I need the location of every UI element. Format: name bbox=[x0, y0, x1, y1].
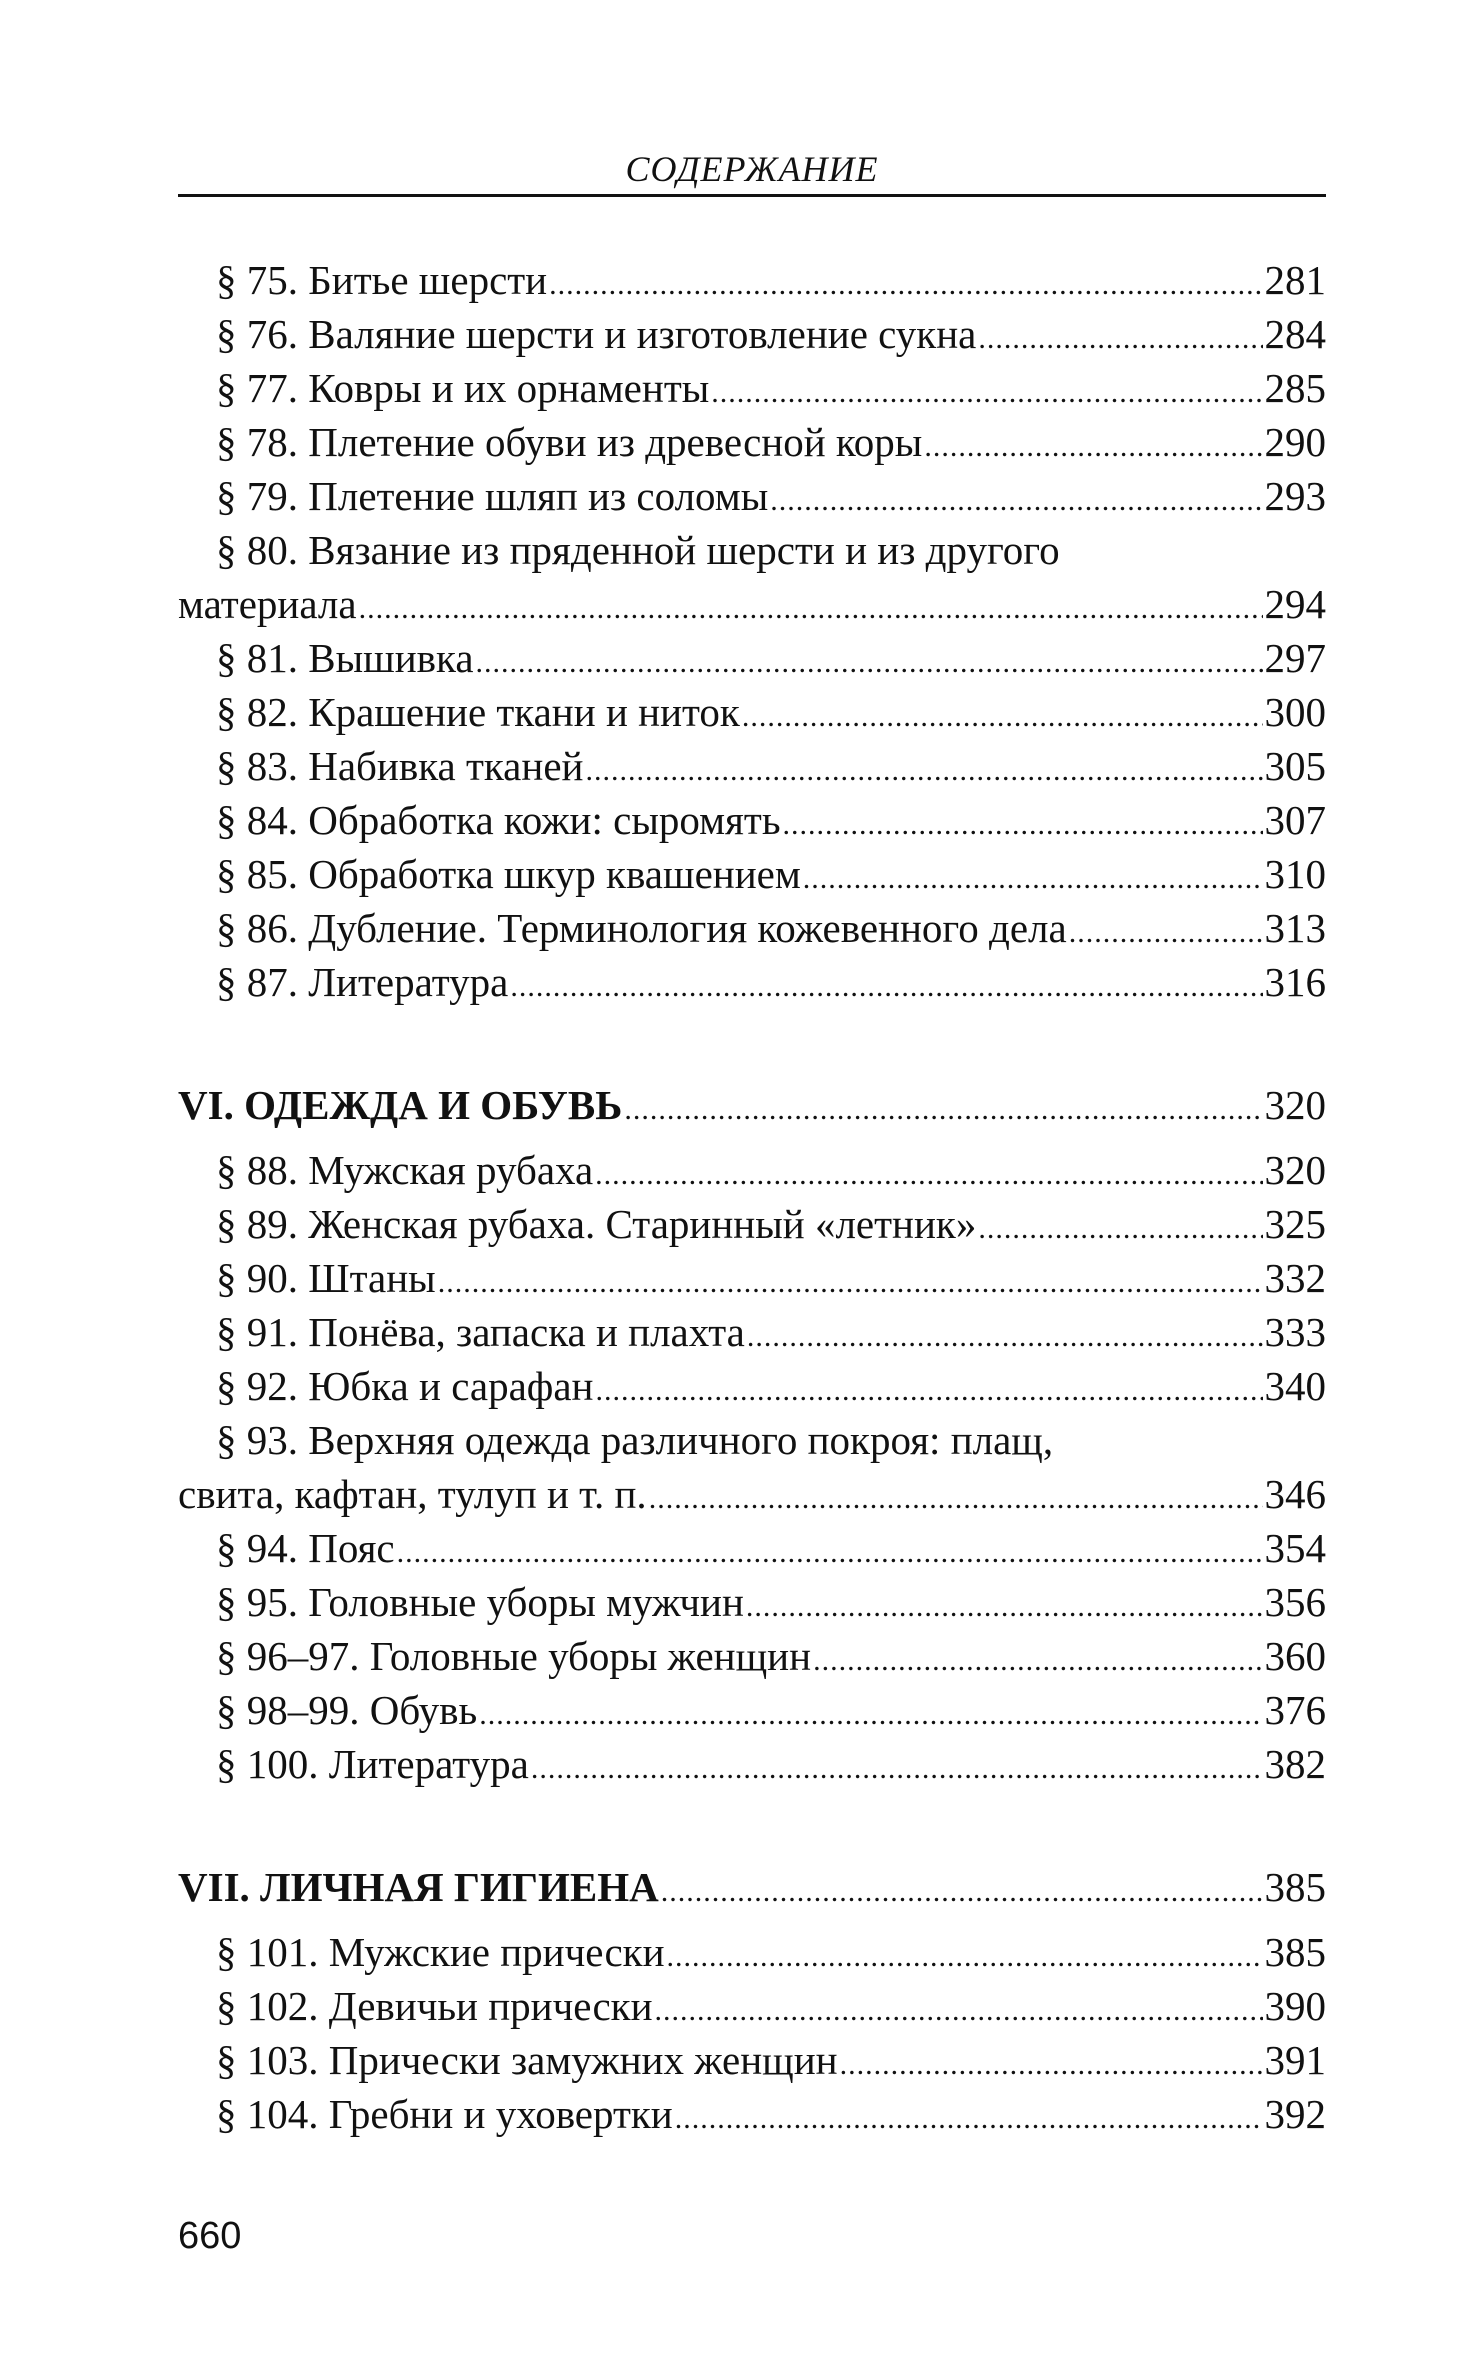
running-title: СОДЕРЖАНИЕ bbox=[625, 149, 879, 189]
toc-entry[interactable]: § 96–97. Головные уборы женщин ..... 360 bbox=[178, 1629, 1326, 1683]
page-number: 660 bbox=[178, 2215, 242, 2257]
toc-entry[interactable]: свита, кафтан, тулуп и т. п. ..... 346 bbox=[178, 1467, 1326, 1521]
toc-entry[interactable]: § 103. Прически замужних женщин ..... 391 bbox=[178, 2033, 1326, 2087]
toc-entry[interactable]: § 100. Литература ..... 382 bbox=[178, 1737, 1326, 1791]
toc-entry[interactable]: § 83. Набивка тканей ..... 305 bbox=[178, 739, 1326, 793]
toc-entry[interactable]: § 78. Плетение обуви из древесной коры ..... 290 bbox=[178, 415, 1326, 469]
toc-entry[interactable]: § 94. Пояс ..... 354 bbox=[178, 1521, 1326, 1575]
toc-entry[interactable]: материала ..... 294 bbox=[178, 577, 1326, 631]
toc-entry[interactable]: § 92. Юбка и сарафан ..... 340 bbox=[178, 1359, 1326, 1413]
toc-entry-line1[interactable]: § 80. Вязание из пряденной шерсти и из другого bbox=[216, 527, 1060, 573]
toc-entry[interactable]: § 104. Гребни и уховертки ..... 392 bbox=[178, 2087, 1326, 2141]
toc-entry[interactable]: § 82. Крашение ткани и ниток ..... 300 bbox=[178, 685, 1326, 739]
toc-entry[interactable]: § 76. Валяние шерсти и изготовление сукна ..... 284 bbox=[178, 307, 1326, 361]
toc-entry[interactable]: § 89. Женская рубаха. Старинный «летник» ..... 325 bbox=[178, 1197, 1326, 1251]
toc-entry[interactable]: § 75. Битье шерсти ..... 281 bbox=[178, 253, 1326, 307]
toc-entry[interactable]: § 77. Ковры и их орнаменты ..... 285 bbox=[178, 361, 1326, 415]
toc-entry[interactable]: § 95. Головные уборы мужчин ..... 356 bbox=[178, 1575, 1326, 1629]
toc-entry[interactable]: § 102. Девичьи прически ..... 390 bbox=[178, 1979, 1326, 2033]
toc-chapter-7[interactable]: VII. ЛИЧНАЯ ГИГИЕНА ..... 385 bbox=[178, 1860, 1326, 1914]
toc-entry[interactable]: § 79. Плетение шляп из соломы ..... 293 bbox=[178, 469, 1326, 523]
toc-entry[interactable]: § 90. Штаны ..... 332 bbox=[178, 1251, 1326, 1305]
header-rule bbox=[178, 194, 1326, 197]
toc-entry[interactable]: § 81. Вышивка ..... 297 bbox=[178, 631, 1326, 685]
toc-entry[interactable]: § 84. Обработка кожи: сыромять ..... 307 bbox=[178, 793, 1326, 847]
toc-entry[interactable]: § 88. Мужская рубаха ..... 320 bbox=[178, 1143, 1326, 1197]
toc-entry[interactable]: § 101. Мужские прически ..... 385 bbox=[178, 1925, 1326, 1979]
toc-chapter-6[interactable]: VI. ОДЕЖДА И ОБУВЬ ..... 320 bbox=[178, 1078, 1326, 1132]
toc-entry[interactable]: § 86. Дубление. Терминология кожевенного дела ..... 313 bbox=[178, 901, 1326, 955]
toc-entry[interactable]: § 91. Понёва, запаска и плахта ..... 333 bbox=[178, 1305, 1326, 1359]
toc-entry-line1[interactable]: § 93. Верхняя одежда различного покроя: плащ, bbox=[216, 1417, 1054, 1463]
toc-entry[interactable]: § 98–99. Обувь ..... 376 bbox=[178, 1683, 1326, 1737]
toc-entry[interactable]: § 85. Обработка шкур квашением ..... 310 bbox=[178, 847, 1326, 901]
toc-entry[interactable]: § 87. Литература ..... 316 bbox=[178, 955, 1326, 1009]
